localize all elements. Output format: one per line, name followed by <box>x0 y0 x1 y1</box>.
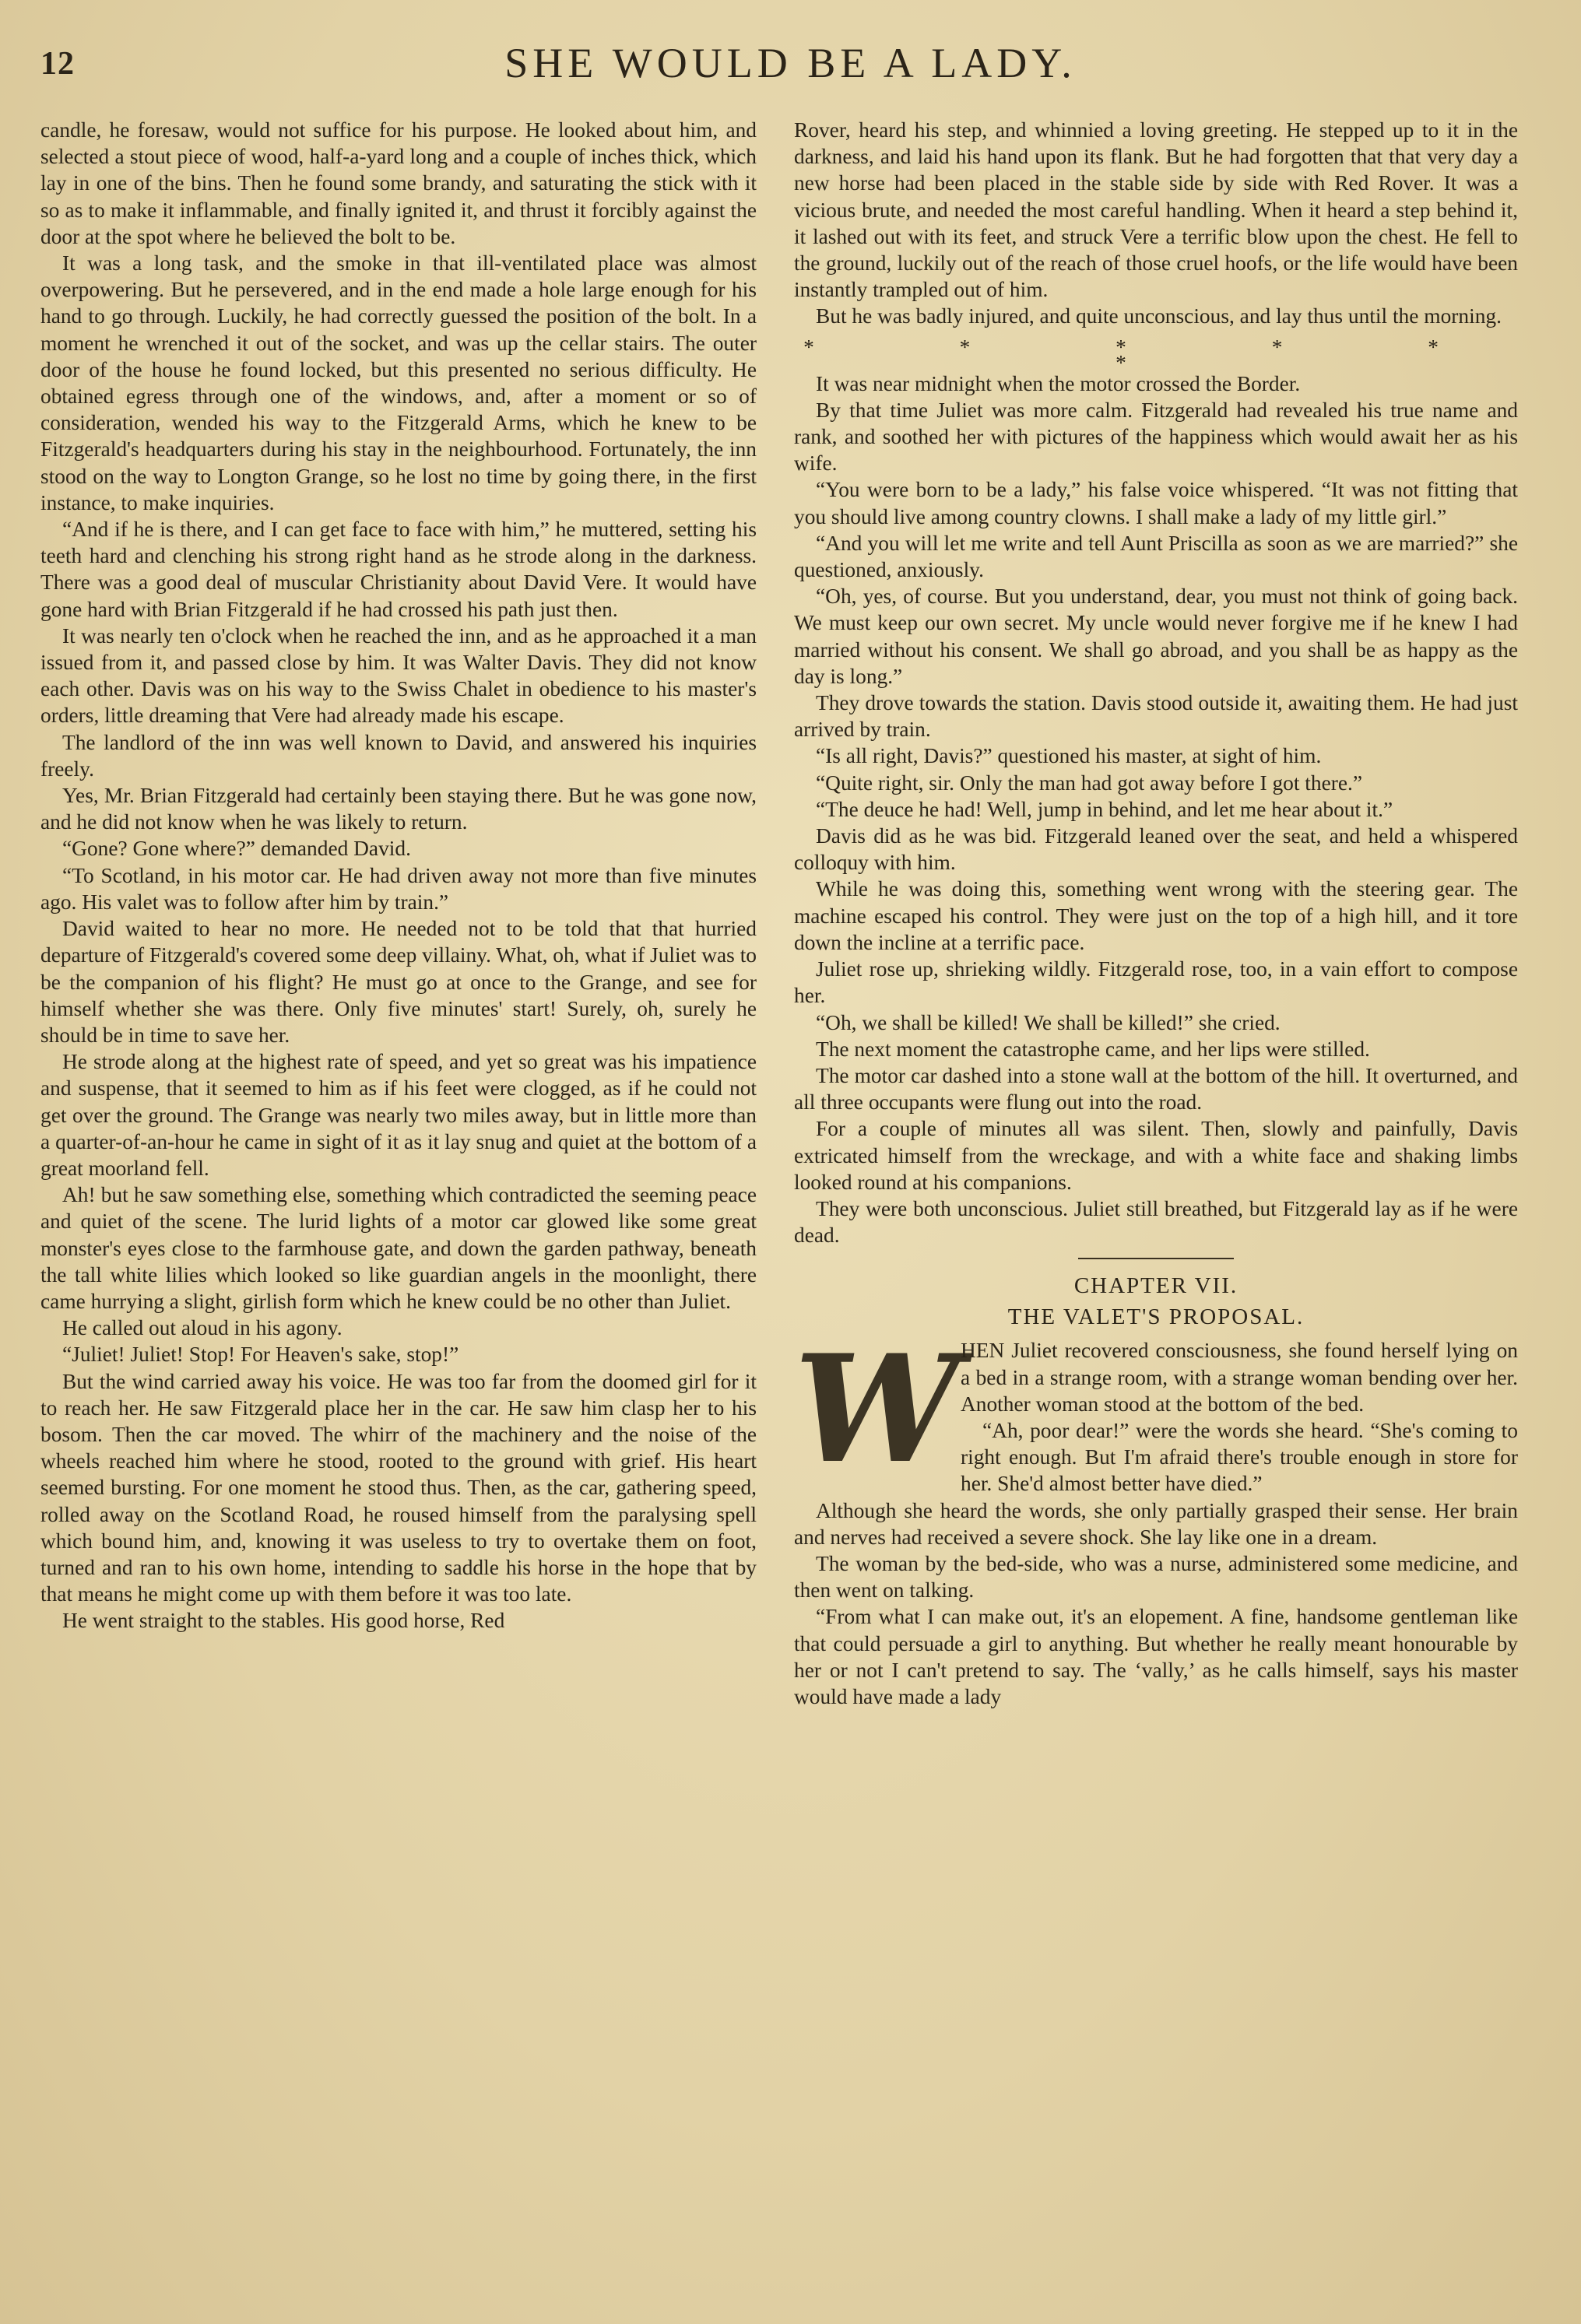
page-number: 12 <box>40 46 75 82</box>
paragraph: “And if he is there, and I can get face to face with him,” he muttered, setting his teeth hard and clenching his strong right hand as he strode along in the darkness. There was a good deal of muscular Christianity about David Vere. It would have gone hard with Brian Fitzgerald if he had crossed his path just then. <box>40 518 757 621</box>
chapter-opening-paragraph: HEN Juliet recovered consciousness, she found herself lying on a bed in a strange room, with a strange woman bending over her. Another woman stood at the bottom of the bed. <box>961 1339 1518 1416</box>
paragraph: David waited to hear no more. He needed not to be told that that hurried departure of Fitzgerald's covered some deep villainy. What, oh, what if Juliet was to be the companion of his flight? He must go at once to the Grange, and see for himself whether she was there. Only five minutes' start! Surely, oh, surely he should be in time to save her. <box>40 917 757 1047</box>
chapter-title: THE VALET'S PROPOSAL. <box>1007 1304 1305 1330</box>
section-break-stars: * * * * * * <box>803 335 1509 374</box>
paragraph: “Gone? Gone where?” demanded David. <box>62 837 411 861</box>
paragraph: candle, he foresaw, would not suffice for his purpose. He looked about him, and selected a stout piece of wood, half-a-yard long and a couple of inches thick, which lay in one of the bins. Then he found some brandy, and saturating the stick with it so as to make it inflammable, and finally ignited it, and thrust it forcibly against the door at the spot where he believed the bolt to be. <box>40 118 757 248</box>
paragraph: Ah! but he saw something else, something which contradicted the seeming peace and quiet of the scene. The lurid lights of a motor car glowed like some great monster's eyes close to the farmhouse gate, and down the garden pathway, beneath the tall white lilies which looked so like guardian angels in the moonlight, there came hurrying a slight, girlish form which he knew could be no other than Juliet. <box>40 1183 757 1313</box>
paragraph: The woman by the bed-side, who was a nurse, administered some medicine, and then went on talking. <box>794 1551 1518 1603</box>
paragraph: Yes, Mr. Brian Fitzgerald had certainly been staying there. But he was gone now, and he did not know when he was likely to return. <box>40 784 757 834</box>
paragraph: The landlord of the inn was well known to David, and answered his inquiries freely. <box>40 730 757 781</box>
paragraph: Rover, heard his step, and whinnied a loving greeting. He stepped up to it in the darkness, and laid his hand upon its flank. But he had forgotten that that very day a new horse had been placed in the stable side by side with Red Rover. It was a vicious brute, and needed the most careful handling. When it heard a step behind it, it lashed out with its feet, and struck Vere a terrific blow upon the chest. He fell to the ground, luckily out of the reach of those cruel hoofs, or the life would have been instantly trampled out of him. <box>794 118 1518 302</box>
paragraph: He went straight to the stables. His good horse, Red <box>62 1609 505 1633</box>
paragraph: “Oh, yes, of course. But you understand, dear, you must not think of going back. We must keep our own secret. My uncle would never forgive me if he knew I had married without his consent. We shall go abroad, and you shall be as happy as the day is long.” <box>794 585 1518 688</box>
paragraph: “To Scotland, in his motor car. He had driven away not more than five minutes ago. His valet was to follow after him by train.” <box>40 863 757 914</box>
chapter-divider <box>1078 1258 1234 1259</box>
paragraph: It was nearly ten o'clock when he reached the inn, and as he approached it a man issued from it, and passed close by him. It was Walter Davis. They did not know each other. Davis was on his way to the Swiss Chalet in obedience to his master's orders, little dreaming that Vere had already made his escape. <box>40 623 757 728</box>
paragraph: Juliet rose up, shrieking wildly. Fitzgerald rose, too, in a vain effort to compose her. <box>794 957 1518 1008</box>
paragraph: “You were born to be a lady,” his false voice whispered. “It was not fitting that you should live among country clowns. I shall make a lady of my little girl.” <box>794 478 1518 528</box>
paragraph: “From what I can make out, it's an elopement. A fine, handsome gentleman like that could persuade a girl to anything. But whether he really meant honourable by her or not I can't pretend to say. The ‘vally,’ as he calls himself, says his master would have made a lady <box>794 1605 1518 1708</box>
paragraph: They drove towards the station. Davis stood outside it, awaiting them. He had just arrived by train. <box>794 691 1518 742</box>
paragraph: For a couple of minutes all was silent. Then, slowly and painfully, Davis extricated himself from the wreckage, and with a white face and shaking limbs looked round at his companions. <box>794 1117 1518 1194</box>
paragraph: Although she heard the words, she only partially grasped their sense. Her brain and nerves had received a severe shock. She lay like one in a dream. <box>794 1498 1518 1549</box>
paragraph: “Oh, we shall be killed! We shall be killed!” she cried. <box>816 1010 1281 1034</box>
paragraph: “And you will let me write and tell Aunt Priscilla as soon as we are married?” she questioned, anxiously. <box>794 531 1518 582</box>
paragraph: Davis did as he was bid. Fitzgerald leaned over the seat, and held a whispered colloquy with him. <box>794 824 1518 875</box>
paragraph: But he was badly injured, and quite unconscious, and lay thus until the morning. <box>816 304 1502 328</box>
paragraph: “Quite right, sir. Only the man had got away before I got there.” <box>816 771 1363 795</box>
paragraph: It was a long task, and the smoke in that ill-ventilated place was almost overpowering. But he persevered, and in the end made a hole large enough for his hand to go through. Luckily, he had correctly guessed the position of the bolt. In a moment he wrenched it out of the socket, and was up the cellar stairs. The outer door of the house he found locked, but this presented no serious difficulty. He obtained egress through one of the windows, and, after a moment or so of consideration, wended his way to the Fitzgerald Arms, which he knew to be Fitzgerald's headquarters during his stay in the neighbourhood. Fortunately, the inn stood on the way to Longton Grange, so he lost no time by going there, in the first instance, to make inquiries. <box>40 251 757 514</box>
paragraph: They were both unconscious. Juliet still breathed, but Fitzgerald lay as if he were dead. <box>794 1196 1518 1248</box>
paragraph: “Juliet! Juliet! Stop! For Heaven's sake, stop!” <box>62 1343 459 1367</box>
paragraph: But the wind carried away his voice. He was too far from the doomed girl for it to reach her. He saw Fitzgerald place her in the car. He saw him clasp her to his bosom. Then the car moved. The whirr of the machinery and the noise of the wheels reached him where he stood, rooted to the ground with grief. His heart seemed bursting. For one moment he stood thus. Then, as the car, gathering speed, rolled away on the Scotland Road, he roused himself from the paralysing spell which bound him, and, knowing it was useless to try to overtake them on foot, turned and ran to his own home, intending to saddle his horse in the hope that by that means he might come up with them before it was too late. <box>40 1369 757 1606</box>
paragraph: He strode along at the highest rate of speed, and yet so great was his impatience and suspense, that it seemed to him as if his feet were clogged, as if he could not get over the ground. The Grange was nearly two miles away, but in little more than a quarter-of-an-hour he came in sight of it as it lay snug and quiet at the bottom of a great moorland fell. <box>40 1050 757 1180</box>
paragraph: While he was doing this, something went wrong with the steering gear. The machine escaped his control. They were just on the top of a high hill, and it tore down the incline at a terrific pace. <box>794 877 1518 954</box>
left-column <box>40 117 757 1634</box>
paragraph: “Ah, poor dear!” were the words she heard. “She's coming to right enough. But I'm afraid there's trouble enough in store for her. She'd almost better have died.” <box>961 1418 1518 1496</box>
paragraph: It was near midnight when the motor crossed the Border. <box>816 371 1301 395</box>
paragraph: The motor car dashed into a stone wall at the bottom of the hill. It overturned, and all three occupants were flung out into the road. <box>794 1063 1518 1115</box>
paragraph: He called out aloud in his agony. <box>62 1316 343 1340</box>
running-head-title: SHE WOULD BE A LADY. <box>504 40 1077 86</box>
chapter-number: CHAPTER VII. <box>1073 1273 1238 1299</box>
paragraph: By that time Juliet was more calm. Fitzgerald had revealed his true name and rank, and soothed her with pictures of the happiness which would await her as his wife. <box>794 398 1518 476</box>
paragraph: The next moment the catastrophe came, and her lips were stilled. <box>816 1037 1370 1061</box>
right-column <box>794 117 1518 1710</box>
paragraph: “Is all right, Davis?” questioned his master, at sight of him. <box>816 744 1322 768</box>
dropcap-letter: W <box>794 1322 961 1497</box>
paragraph: “The deuce he had! Well, jump in behind, and let me hear about it.” <box>816 797 1393 821</box>
